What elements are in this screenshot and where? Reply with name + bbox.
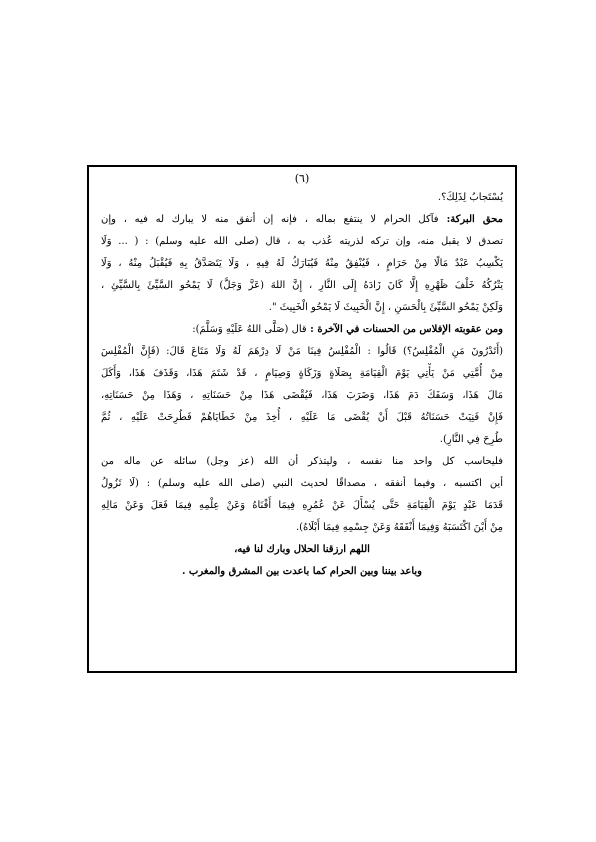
line-text: فآكل الحرام لا ينتفع بماله ، فإنه إن أنفق منه لا يبارك له فيه ، وإن (101, 214, 439, 225)
line-text: قَدَمَا عَبْدٍ يَوْمَ الْقِيَامَةِ حَتَّى يُسْأَلَ عَنْ عُمُرِهِ فِيمَا أَفْنَاهُ وَعَنْ عِلْمِهِ فِيمَا فَعَلَ وَعَنْ مَالِهِ (101, 500, 503, 511)
line-text: مَالَ هَذَا، وَسَفَكَ دَمَ هَذَا، وَضَرَبَ هَذَا، فَيُقْضَى هَذَا مِنْ حَسَنَاتِهِ ، وَهَذَا مِنْ حَسَنَاتِهِ، (101, 390, 503, 401)
body-text (101, 187, 503, 583)
bold-phrase: محق البركة: (438, 214, 503, 225)
text-line (101, 231, 503, 253)
text-line (101, 297, 503, 319)
text-line (101, 495, 503, 517)
line-text: مِنْ أُمَّتِي مَنْ يَأْتِي يَوْمَ الْقِيَامَةِ بِصَلَاةٍ وَزَكَاةٍ وَصِيَامٍ ، قَدْ شَتَمَ هَذَا، وَقَذَفَ هَذَا، وَأَكَلَ (101, 368, 503, 379)
line-text: تصدق لا يقبل منه، وإن تركه لذريته عُذب به ، قال (صلى الله عليه وسلم) : ( ... وَلَا (101, 236, 503, 247)
line-text: فليحاسب كل واحد منا نفسه ، وليتذكر أن الله (عز وجل) سائله عن ماله من (101, 456, 503, 467)
line-text: مِنْ أَيْنَ اكْتَسَبَهُ وَفِيمَا أَنْفَقَهُ وَعَنْ جِسْمِهِ فِيمَا أَبْلَاهُ). (295, 522, 503, 533)
line-text: وَلَكِنْ يَمْحُو السَّيِّئَ بِالْحَسَنِ ، إِنَّ الْخَبِيثَ لَا يَمْحُو الْخَبِيثَ ". (268, 302, 503, 313)
text-line (101, 473, 503, 495)
text-line (101, 407, 503, 429)
line-text: أين اكتسبه ، وفيما أنفقه ، مصداقًا لحديث النبي (صلى الله عليه وسلم) : (لَا تَزُولُ (101, 478, 503, 489)
line-text: يَكْسِبُ عَبْدٌ مَالًا مِنْ حَرَامٍ ، فَيُنْفِقُ مِنْهُ فَيُبَارَكُ لَهُ فِيهِ ، وَلَا يَتَصَدَّقُ بِهِ فَيُقْبَلُ مِنْهُ ، وَلَا (101, 258, 503, 269)
text-line (101, 363, 503, 385)
text-line (101, 275, 503, 297)
line-text: يَتْرُكُهُ خَلْفَ ظَهْرِهِ إِلَّا كَانَ زَادَهُ إِلَى النَّارِ ، إِنَّ اللهَ (عَزَّ وَجَلَّ) لَا يَمْحُو السَّيِّئَ بِالسَّيِّئِ ، (101, 280, 503, 291)
text-line (101, 341, 503, 363)
text-line (101, 253, 503, 275)
page-number: (٦) (294, 172, 310, 185)
text-line (101, 451, 503, 473)
text-line (101, 385, 503, 407)
text-line (101, 561, 503, 583)
line-text: طُرِحَ فِي النَّارِ). (439, 434, 503, 445)
bold-phrase: ومن عقوبته الإفلاس من الحسنات في الآخرة : (306, 324, 503, 335)
text-line (101, 429, 503, 451)
bold-phrase: اللهم ارزقنا الحلال وبارك لنا فيه، (234, 544, 370, 555)
text-line (101, 209, 503, 231)
line-text: فَإِنْ فَنِيَتْ حَسَنَاتُهُ قَبْلَ أَنْ يُقْضَى مَا عَلَيْهِ ، أُخِذَ مِنْ خَطَايَاهُمْ فَطُرِحَتْ عَلَيْهِ ، ثُمَّ (101, 412, 503, 423)
line-text: يُسْتَجابُ لِذَلِكَ؟. (437, 192, 503, 203)
text-line (101, 187, 503, 209)
line-text: (أَتَدْرُونَ مَنِ الْمُفْلِسُ؟) قَالُوا : الْمُفْلِسُ فِينَا مَنْ لَا دِرْهَمَ لَهُ وَلَا مَتَاعَ قَالَ: (فَإِنَّ الْمُفْلِسَ (101, 346, 503, 357)
bold-phrase: وباعد بيننا وبين الحرام كما باعدت بين المشرق والمغرب . (181, 566, 423, 577)
line-text: قال (صَلَّى اللهُ عَلَيْهِ وَسَلَّمَ): (192, 324, 307, 335)
text-line (101, 539, 503, 561)
text-line (101, 319, 503, 341)
text-line (101, 517, 503, 539)
page-frame (87, 165, 517, 673)
